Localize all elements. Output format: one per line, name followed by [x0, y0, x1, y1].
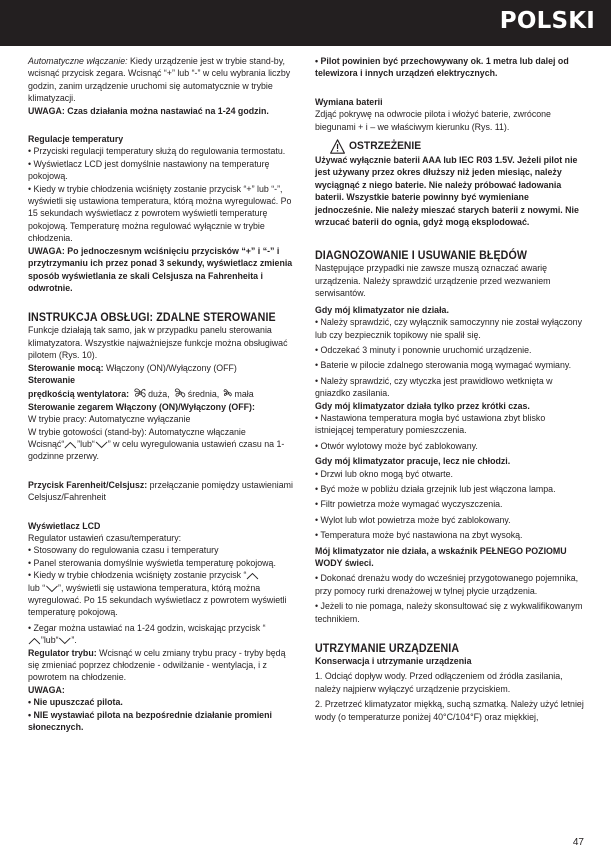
- auto-on-warning: UWAGA: Czas działania można nastawiać na 1-24 godzin.: [28, 105, 269, 117]
- lcd-item: • Panel sterowania domyślnie wyświetla temperaturę pokojową.: [28, 557, 276, 569]
- power-text: Włączony (ON)/Wyłączony (OFF): [103, 362, 237, 374]
- maint-heading: UTRZYMANIE URZĄDZENIA: [315, 642, 460, 656]
- clock-mid: ”lub“: [40, 635, 59, 647]
- fan-low-label: mała: [234, 389, 254, 401]
- list-item: • Dokonać drenażu wody do wcześniej przygotowanego pojemnika, przy pomocy rurki drenażowej w tylnej płycie urządzenia.: [315, 573, 579, 597]
- list-item: 1. Odciąć dopływ wody. Przed odłączeniem od źródła zasilania, należy najpierw wyłączyć urządzenie przyciskiem.: [315, 671, 563, 695]
- short-heading: Gdy mój klimatyzator działa tylko przez krótki czas.: [315, 400, 530, 412]
- list-item: • Drzwi lub okno mogą być otwarte.: [315, 468, 453, 480]
- lcd-heading: Wyświetlacz LCD: [28, 520, 101, 532]
- mode-paragraph: [28, 648, 295, 685]
- clock-post: ”.: [71, 635, 77, 647]
- full-heading: Mój klimatyzator nie działa, a wskaźnik PEŁNEGO POZIOMU WODY świeci.: [315, 545, 567, 569]
- lcd-cool-line: [28, 570, 295, 620]
- clock-line: [28, 623, 295, 648]
- right-column: [315, 56, 586, 724]
- up-arrow-icon: [64, 441, 77, 449]
- remote-intro: Funkcje działają tak samo, jak w przypadku panelu sterowania klimatyzatora. Wszystkie najważniejsze funkcje można obsługiwać pilotem (Rys. 10).: [28, 325, 288, 362]
- auto-on-paragraph: [28, 56, 295, 106]
- mode-warning-item: • Nie upuszczać pilota.: [28, 697, 123, 709]
- fan-label-line1: Sterowanie: [28, 374, 76, 386]
- pilot-distance: • Pilot powinien być przechowywany ok. 1 metra lub dalej od telewizora i innych urządzeń elektrycznych.: [315, 56, 569, 80]
- down-arrow-icon: [59, 637, 72, 645]
- lcd-cool-mid: lub “: [28, 582, 46, 594]
- fan-low-icon: [222, 387, 235, 399]
- mode-warning-title: UWAGA:: [28, 684, 65, 696]
- fc-paragraph: [28, 480, 295, 505]
- language-title: POLSKI: [499, 8, 595, 34]
- list-item: • Baterie w pilocie zdalnego sterowania mogą wymagać wymiany.: [315, 360, 572, 372]
- down-arrow-icon: [95, 441, 108, 449]
- list-item: • Odczekać 3 minuty i ponownie uruchomić urządzenie.: [315, 344, 532, 356]
- page-number: 47: [572, 837, 584, 848]
- remote-heading: INSTRUKCJA OBSŁUGI: ZDALNE STEROWANIE: [28, 311, 276, 325]
- clock-pre: • Zegar można ustawiać na 1-24 godzin, wciskając przycisk “: [28, 622, 266, 634]
- list-item: 2. Przetrzeć klimatyzator miękką, suchą szmatką. Należy użyć letniej wody (o temperaturze poniżej 40°C/104°F) oraz miękkiej,: [315, 699, 584, 723]
- auto-on-text: Kiedy urządzenie jest w trybie stand-by, wcisnąć przycisk zegara. Wcisnąć “+” lub “-” w celu wybrania liczby godzin, zanim urządzenie uruchomi się automatycznie w trybie klimatyzacji.: [28, 56, 291, 105]
- down-arrow-icon: [45, 585, 58, 593]
- auto-on-label: Automatyczne włączanie:: [28, 56, 128, 67]
- diag-intro: Następujące przypadki nie zawsze muszą oznaczać awarię urządzenia. Należy sprawdzić urządzenie przed wezwaniem serwisantów.: [315, 263, 551, 300]
- power-line: [28, 363, 295, 375]
- timer-press-mid: ”lub“: [77, 438, 95, 450]
- fan-high-label: duża,: [148, 389, 170, 401]
- list-item: • Wylot lub wlot powietrza może być zablokowany.: [315, 514, 511, 526]
- timer-press-pre: Wcisnąć“: [28, 438, 65, 450]
- up-arrow-icon: [28, 637, 41, 645]
- timer-label: Sterowanie zegarem Włączony (ON)/Wyłączony (OFF):: [28, 401, 255, 413]
- left-column: [28, 56, 295, 735]
- warning-title: OSTRZEŻENIE: [349, 140, 422, 153]
- timer-line: W trybie pracy: Automatyczne wyłączanie: [28, 414, 191, 426]
- list-item: • Otwór wylotowy może być zablokowany.: [315, 440, 478, 452]
- list-item: • Należy sprawdzić, czy wyłącznik samoczynny nie został wyłączony lub czy bezpiecznik topikowy nie spalił się.: [315, 317, 582, 341]
- fan-label: prędkością wentylatora:: [28, 389, 130, 401]
- fan-mid-label: średnia,: [187, 389, 220, 401]
- list-item: • Należy sprawdzić, czy wtyczka jest prawidłowo wetknięta w gniazdko zasilania.: [315, 375, 553, 400]
- timer-line: W trybie gotowości (stand-by): Automatyczne włączanie: [28, 426, 246, 438]
- mode-warning-item: • NIE wystawiać pilota na bezpośrednie działanie promieni słonecznych.: [28, 709, 272, 734]
- lcd-item: • Stosowany do regulowania czasu i temperatury: [28, 545, 219, 557]
- fan-mid-icon: [172, 387, 188, 399]
- temp-warning: UWAGA: Po jednoczesnym wciśnięciu przycisków “+” i “-” i przytrzymaniu ich przez ponad 3 sekundy, wyświetlacz zmienia sposób wyświetlania ze skali Celsjusza na Fahrenheita i odwrotnie.: [28, 245, 293, 294]
- fan-high-icon: [132, 387, 149, 399]
- timer-press-post: ” w celu wyregulowania ustawień czasu na 1-godzinne przerwy.: [28, 438, 285, 463]
- temp-item: • Kiedy w trybie chłodzenia wciśnięty zostanie przycisk “+” lub “-”, wyświetli się ustawiona temperatura, którą można wyregulować. Po 15 sekundach wyświetlacz z powrotem wyświetli temperaturę pokojową. Temperaturę można regulować wyłącznie w trybie chłodzenia.: [28, 183, 292, 245]
- fc-text: przełączanie pomiędzy ustawieniami Celsjusz/Fahrenheit: [28, 479, 293, 504]
- warning-triangle-icon: [330, 139, 346, 154]
- lcd-intro: Regulator ustawień czasu/temperatury:: [28, 533, 182, 544]
- temp-heading: Regulacje temperatury: [28, 134, 124, 146]
- battery-text: Zdjąć pokrywę na odwrocie pilota i włożyć baterie, zwrócone biegunami + i – we właściwym kierunku (Rys. 11).: [315, 109, 551, 133]
- not-cooling-heading: Gdy mój klimatyzator pracuje, lecz nie chłodzi.: [315, 456, 511, 468]
- up-arrow-icon: [246, 572, 259, 580]
- fan-line: [28, 387, 295, 401]
- list-item: • Temperatura może być nastawiona na zbyt wysoką.: [315, 530, 523, 542]
- maint-subheading: Konserwacja i utrzymanie urządzenia: [315, 656, 472, 668]
- lcd-cool-pre: • Kiedy w trybie chłodzenia wciśnięty zostanie przycisk “: [28, 570, 247, 582]
- mode-text: Wcisnąć w celu zmiany trybu pracy - tryby będą się zmieniać poprzez chłodzenie - odwilżanie - wentylacja, i z powrotem na chłodzenie.: [28, 647, 286, 684]
- list-item: • Filtr powietrza może wymagać wyczyszczenia.: [315, 499, 503, 511]
- temp-item: • Wyświetlacz LCD jest domyślnie nastawiony na temperaturę pokojową.: [28, 158, 270, 183]
- list-item: • Nastawiona temperatura mogła być ustawiona zbyt blisko istniejącej temperatury pomieszczenia.: [315, 412, 546, 437]
- power-label: Sterowanie mocą:: [28, 362, 104, 374]
- battery-heading: Wymiana baterii: [315, 96, 383, 108]
- diag-heading: DIAGNOZOWANIE I USUWANIE BŁĘDÓW: [315, 249, 528, 263]
- fc-label: Przycisk Farenheit/Celsjusz:: [28, 479, 148, 491]
- list-item: • Być może w pobliżu działa grzejnik lub jest włączona lampa.: [315, 483, 556, 495]
- warning-text: Używać wyłącznie baterii AAA lub IEC R03 1.5V. Jeżeli pilot nie jest używany przez okres dłuższy niż jeden miesiąc, należy wyciągnąć z niego baterie. Nie należy próbować ładowania baterii. Wszystkie baterie powinny być wymieniane jednocześnie. Nie należy mieszać starych baterii z nowymi. Nie wrzucać baterii do ognia, gdyż mogą eksplodować.: [315, 155, 579, 229]
- temp-item: • Przyciski regulacji temperatury służą do regulowania termostatu.: [28, 146, 286, 158]
- timer-press-line: [28, 439, 295, 464]
- list-item: • Jeżeli to nie pomaga, należy skonsultować się z wykwalifikowanym technikiem.: [315, 601, 583, 625]
- not-working-heading: Gdy mój klimatyzator nie działa.: [315, 304, 449, 316]
- warning-header: [315, 138, 586, 155]
- mode-label: Regulator trybu:: [28, 647, 97, 659]
- lcd-cool-post: ”, wyświetli się ustawiona temperatura, którą można wyregulować. Po 15 sekundach wyświetlacz z powrotem wyświetli temperaturę pokojową.: [28, 582, 287, 619]
